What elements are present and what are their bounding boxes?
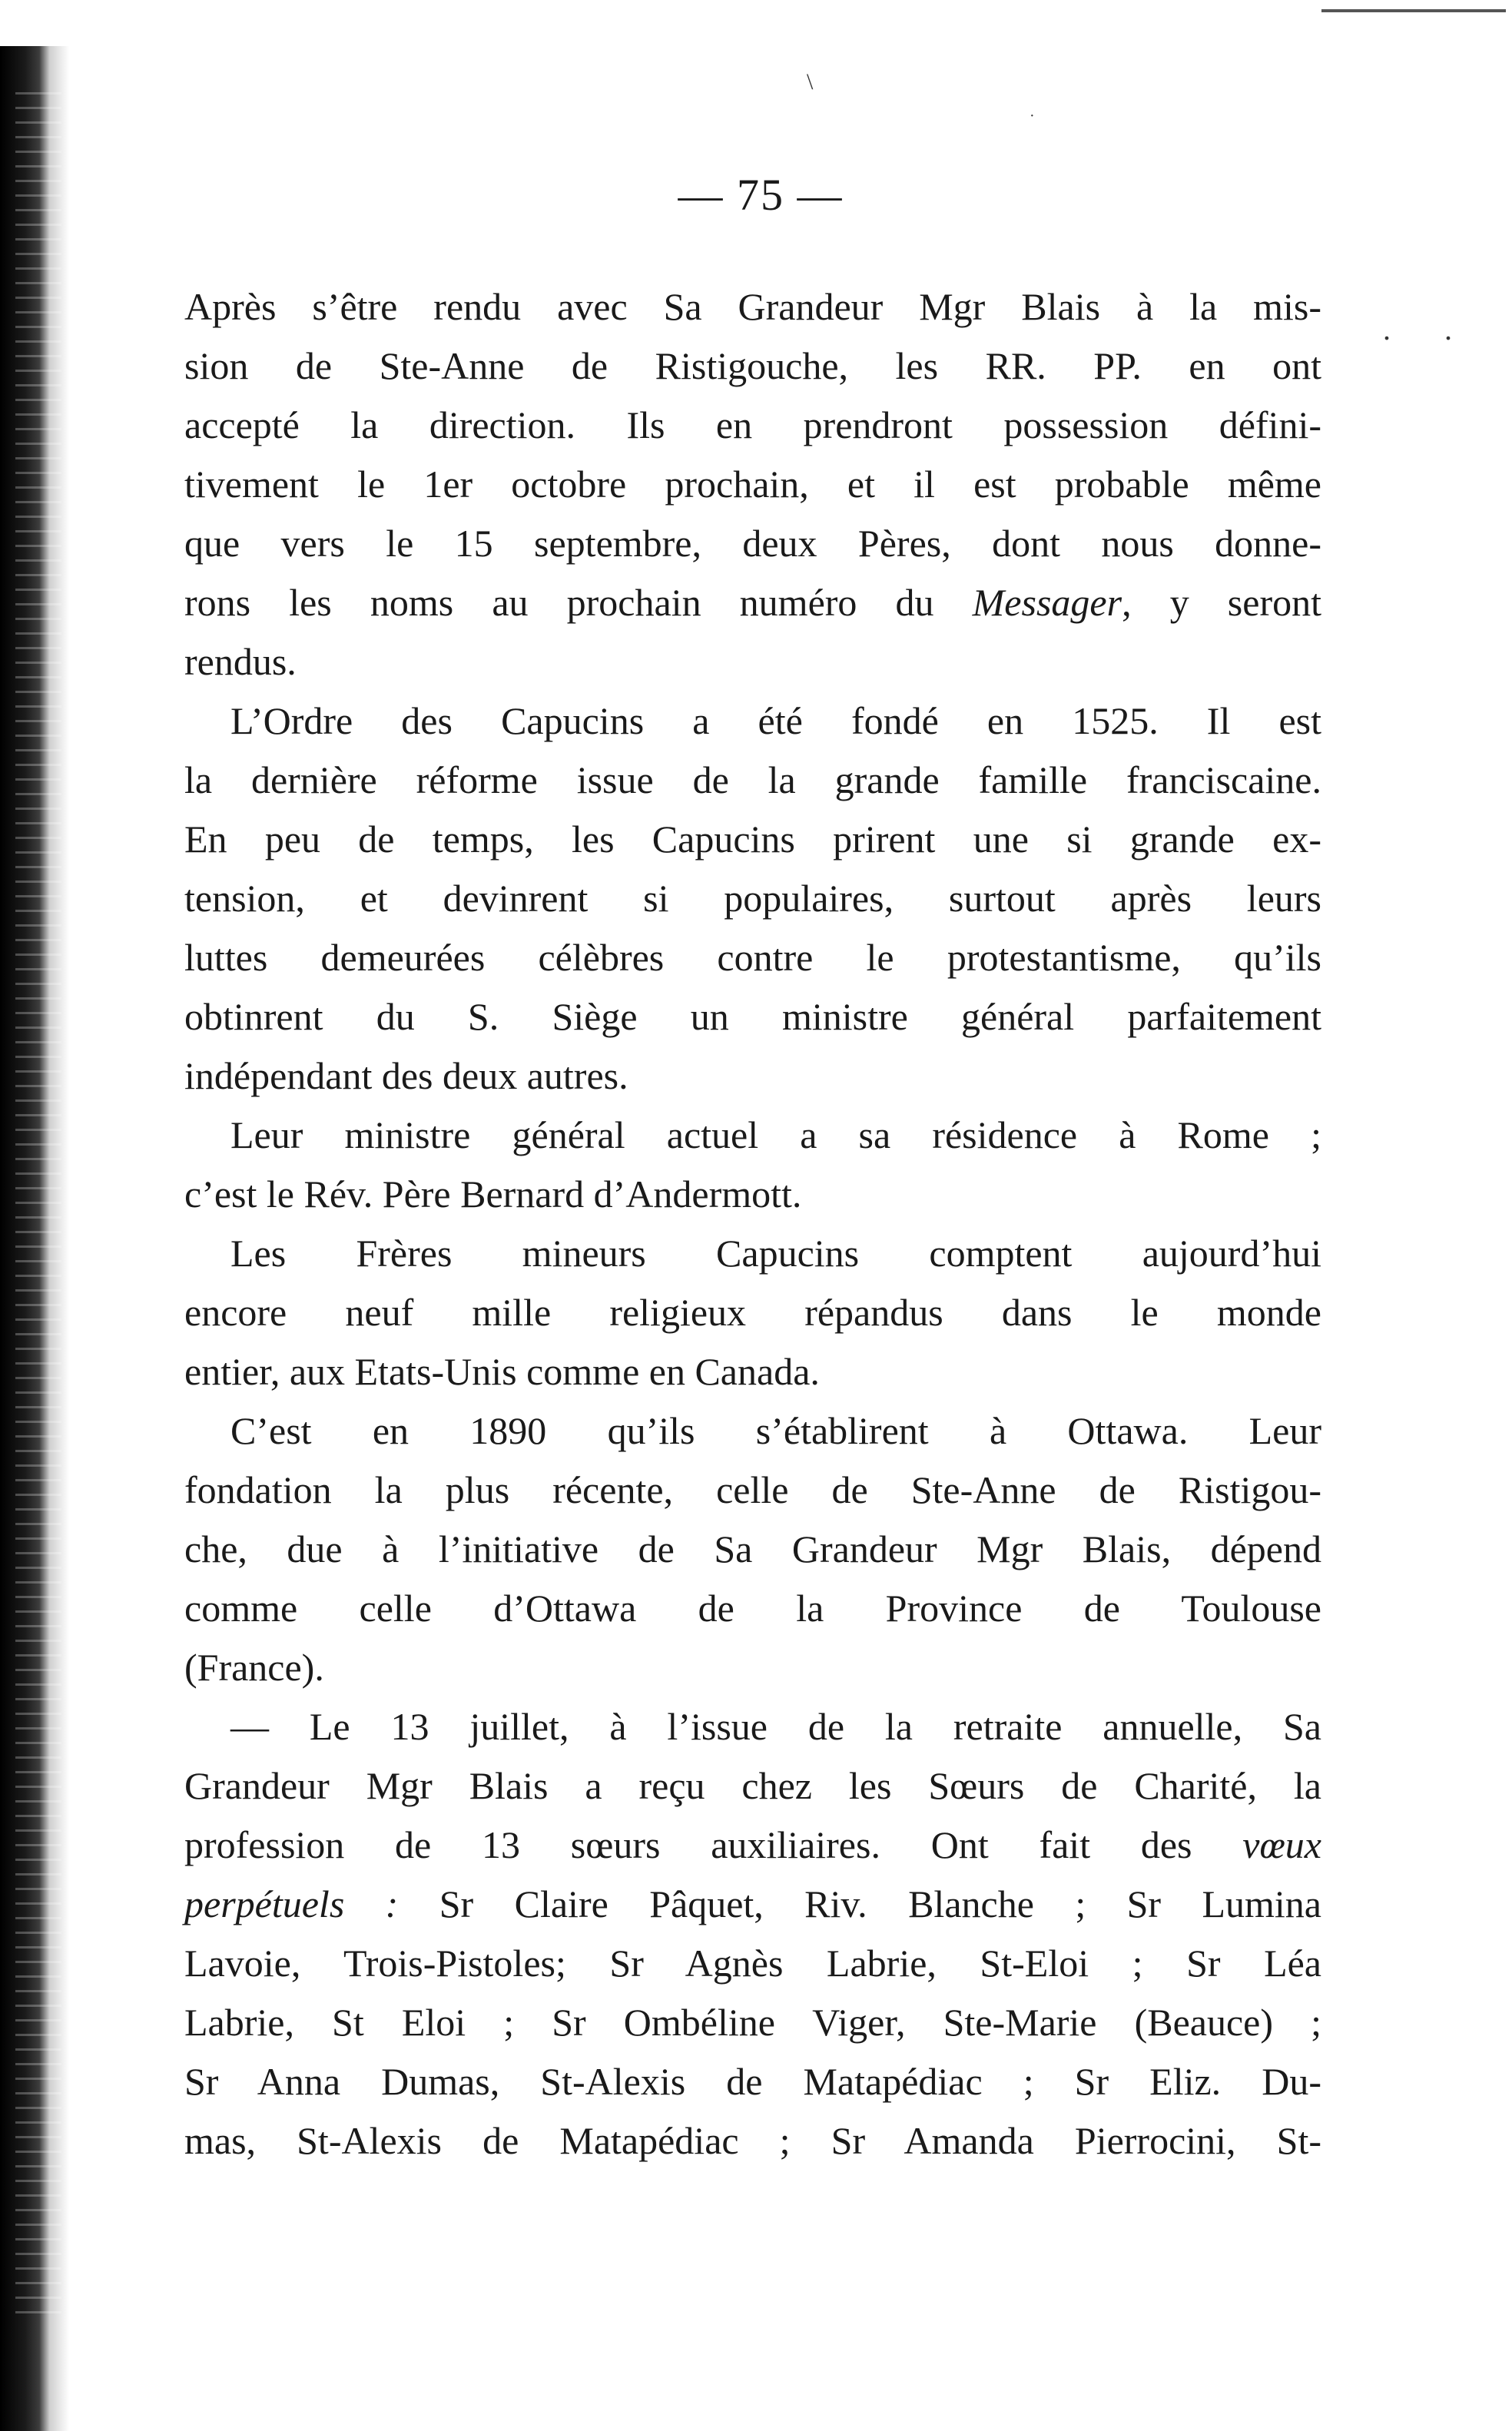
text-line: che, due à l’initiative de Sa Grandeur Mgr Blais, dépend — [184, 1527, 1321, 1570]
text-run: profession de 13 sœurs auxiliaires. Ont fait des — [184, 1823, 1243, 1866]
text-run: rons les noms au prochain numéro du — [184, 581, 973, 624]
text-line: tension, et devinrent si populaires, surtout après leurs — [184, 877, 1321, 920]
text-line: accepté la direction. Ils en prendront possession défini- — [184, 403, 1321, 446]
text-line: En peu de temps, les Capucins prirent une si grande ex- — [184, 818, 1321, 861]
text-line: indépendant des deux autres. — [184, 1054, 628, 1097]
page-edge-texture — [15, 92, 61, 2320]
text-line: sion de Ste-Anne de Ristigouche, les RR. PP. en ont — [184, 344, 1321, 387]
text-line: Les Frères mineurs Capucins comptent aujourd’hui — [230, 1232, 1321, 1275]
text-line: — Le 13 juillet, à l’issue de la retraite annuelle, Sa — [230, 1705, 1321, 1748]
text-run: , y seront — [1122, 581, 1321, 624]
text-line: c’est le Rév. Père Bernard d’Andermott. — [184, 1172, 802, 1216]
text-line: (France). — [184, 1646, 324, 1689]
stray-ink-dot: . — [1383, 312, 1391, 347]
text-line: tivement le 1er octobre prochain, et il est probable même — [184, 463, 1321, 506]
italic-title-messager: Messager — [972, 581, 1122, 624]
text-line: Sr Anna Dumas, St-Alexis de Matapédiac ; Sr Eliz. Du- — [184, 2060, 1321, 2103]
paragraph-order-history — [184, 691, 1321, 1106]
text-line: entier, aux Etats-Unis comme en Canada. — [184, 1350, 820, 1393]
text-line: obtinrent du S. Siège un ministre général parfaitement — [184, 995, 1321, 1038]
text-line: que vers le 15 septembre, deux Pères, dont nous donne- — [184, 522, 1321, 565]
text-line: Labrie, St Eloi ; Sr Ombéline Viger, Ste-Marie (Beauce) ; — [184, 2001, 1321, 2044]
document-text — [184, 170, 1321, 2171]
text-line-with-italic — [184, 1816, 1321, 1875]
text-line: la dernière réforme issue de la grande famille franciscaine. — [184, 758, 1321, 801]
text-line: luttes demeurées célèbres contre le protestantisme, qu’ils — [184, 936, 1321, 979]
page-number: — 75 — — [678, 170, 844, 220]
text-line-with-italic — [184, 573, 1321, 632]
text-line: Grandeur Mgr Blais a reçu chez les Sœurs de Charité, la — [184, 1764, 1321, 1807]
stray-ink-dot: . — [1444, 312, 1452, 347]
stray-ink-dot: · — [1030, 108, 1035, 124]
text-line: Après s’être rendu avec Sa Grandeur Mgr Blais à la mis- — [184, 285, 1321, 328]
text-line: mas, St-Alexis de Matapédiac ; Sr Amanda Pierrocini, St- — [184, 2119, 1321, 2162]
text-line: Lavoie, Trois-Pistoles; Sr Agnès Labrie, St-Eloi ; Sr Léa — [184, 1942, 1321, 1985]
stray-ink-mark: \ — [807, 69, 814, 95]
paragraph-membership — [184, 1224, 1321, 1401]
italic-perpetuels: perpétuels : — [184, 1882, 399, 1925]
paragraph-arrival — [184, 277, 1321, 691]
text-line: rendus. — [184, 640, 297, 683]
text-line: encore neuf mille religieux répandus dans le monde — [184, 1291, 1321, 1334]
text-run: Sr Claire Pâquet, Riv. Blanche ; Sr Lumina — [398, 1882, 1321, 1925]
text-line: Leur ministre général actuel a sa résidence à Rome ; — [230, 1113, 1321, 1156]
paragraph-ottawa — [184, 1401, 1321, 1697]
paragraph-minister-general — [184, 1106, 1321, 1224]
text-line: comme celle d’Ottawa de la Province de Toulouse — [184, 1587, 1321, 1630]
text-line: C’est en 1890 qu’ils s’établirent à Ottawa. Leur — [230, 1409, 1321, 1452]
italic-voeux: vœux — [1242, 1823, 1321, 1866]
text-line-with-italic — [184, 1875, 1321, 1934]
text-line: fondation la plus récente, celle de Ste-Anne de Ristigou- — [184, 1468, 1321, 1511]
scan-top-rule — [1321, 9, 1506, 12]
text-line: L’Ordre des Capucins a été fondé en 1525. Il est — [230, 699, 1321, 742]
paragraph-profession — [184, 1697, 1321, 2171]
